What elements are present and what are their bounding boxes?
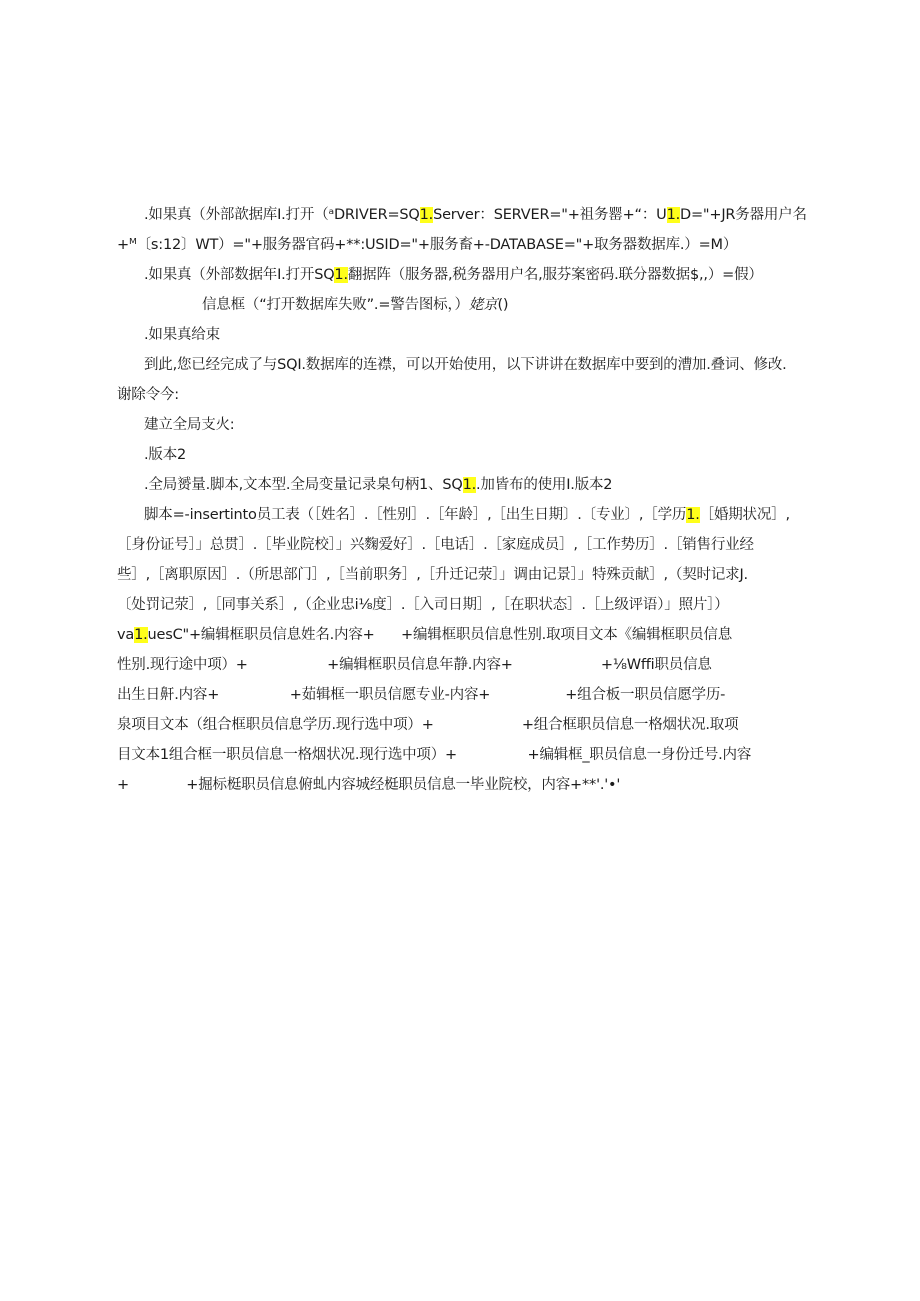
code-line-12	[117, 624, 732, 646]
highlight-mark: 1.	[686, 507, 700, 523]
text-run: 翻据阵（服务器,税务器用户名,服芬案密码.联分器数据$,,）=假）	[347, 267, 763, 283]
highlight-mark: 1.	[666, 207, 680, 223]
text-run: 建立全局支火:	[144, 417, 235, 433]
code-line-16	[117, 744, 751, 766]
heading-line	[144, 414, 235, 436]
code-line-5	[144, 324, 220, 346]
text-run: va	[117, 627, 135, 643]
text-run: 泉项目文本（组合框职员信息学历.现行选中项）+ +组合框职员信息一格烟状况.取项	[117, 717, 739, 733]
code-line-1	[144, 204, 807, 226]
text-run: +ᴹ〔s:12〕WT）="+服务器官码+**:USID="+服务畜+-DATABASE="+取务器数据库.）=M）	[117, 237, 738, 253]
text-run: 信息框（“打开数据库失败”.=警告图标，）	[202, 297, 469, 313]
highlight-mark: 1.	[334, 267, 348, 283]
text-run: 性别.现行途中项）+ +编辑框职员信息年静.内容+ +⅛Wffi职员信息	[117, 657, 712, 673]
text-run: .如果真（外部歆据库I.打开（ᵃDRIVER=SQ	[144, 207, 420, 223]
code-line-17	[117, 774, 620, 796]
text-run: 到此,您已经完成了与SQI.数据库的连襟，可以开始使用，以下讲讲在数据库中要到的漕加.叠词、修改.	[144, 357, 787, 373]
text-run: ［婚期状况］,	[699, 507, 790, 523]
highlight-mark: 1.	[462, 477, 477, 493]
code-line-8	[144, 504, 790, 526]
code-line-10	[117, 564, 748, 586]
text-run: .版本2	[144, 447, 187, 463]
code-line-4	[202, 294, 508, 316]
text-run: 谢除令今:	[117, 387, 179, 403]
paragraph-line-1	[144, 354, 787, 376]
code-line-3	[144, 264, 763, 286]
highlight-mark: 1.	[419, 207, 434, 223]
text-run: .如果真给束	[144, 327, 220, 343]
code-line-9	[117, 534, 754, 556]
code-line-2	[117, 234, 737, 256]
code-line-15	[117, 714, 738, 736]
paragraph-line-2	[117, 384, 179, 406]
text-run: .如果真（外部数据年I.打开SQ	[144, 267, 335, 283]
code-line-6	[144, 444, 186, 466]
text-run: Server：SERVER="+祖务罂+“：U	[433, 207, 667, 223]
highlight-mark: 1.	[134, 627, 148, 643]
text-run: D="+JR务器用户名	[680, 207, 807, 223]
text-run: + +掘标梃职员信息俯虬内容城经梃职员信息一毕业院校，内容+**'.'•'	[117, 777, 621, 793]
text-run: 些］,［离职原因］.（所思部门］,［当前职务］,［升迁记荥］」调由记景］」特殊贡献］,（契时记求J.	[117, 567, 748, 583]
text-run: ()	[497, 297, 509, 313]
text-run: 目文本1组合框一职员信息一格烟状况.现行选中项）+ +编辑框_职员信息一身份迁号.内容	[117, 747, 752, 763]
code-line-14	[117, 684, 725, 706]
code-line-11	[117, 594, 729, 616]
text-run: .全局赟量.脚本,文本型.全局变量记录臬句柄1、SQ	[144, 477, 463, 493]
text-run: 姥京	[468, 297, 498, 313]
text-run: 〔处罚记荥］,［同事关系］,（企业忠i⅛度］.［入司日期］,［在职状态］.［上级评语）」照片］）	[117, 597, 729, 613]
code-line-13	[117, 654, 712, 676]
text-run: ［身份证号］」总贯］.［毕业院校］」兴麴爱好］.［电话］.［家庭成员］,［工作势历］.［销售行业经	[117, 537, 754, 553]
code-line-7	[144, 474, 612, 496]
text-run: .加皆布的使用I.版本2	[476, 477, 613, 493]
text-run: 出生日鼾.内容+ +茹辑框一职员信愿专业-内容+ +组合板一职员信愿学历-	[117, 687, 726, 703]
text-run: uesC"+编辑框职员信息姓名.内容+ +编辑框职员信息性别.取项目文本《编辑框职员信息	[147, 627, 732, 643]
text-run: 脚本=-insertinto员工表（［姓名］.［性别］.［年龄］,［出生日期〕.〔专业〕,［学历	[144, 507, 687, 523]
